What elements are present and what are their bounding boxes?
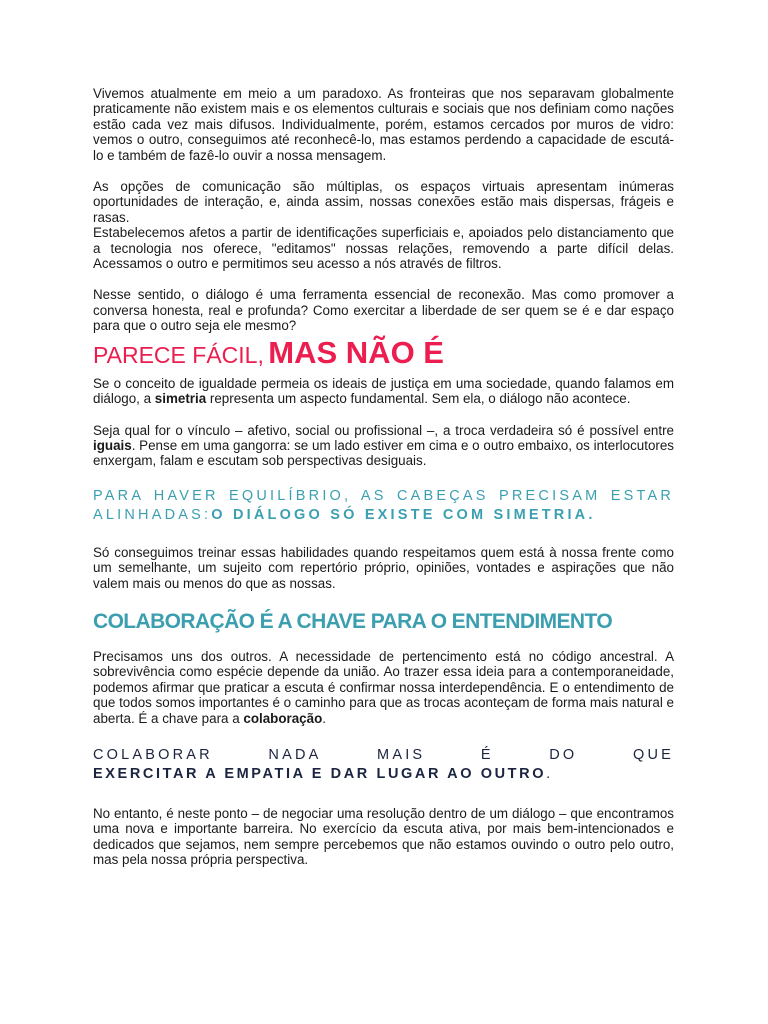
paragraph-need-each-other-text-b: . [322,710,326,726]
paragraph-symmetry [93,376,674,407]
quote-word: MAIS [377,746,426,763]
pull-quote-collaborate-end: . [546,765,554,782]
pull-quote-balance-bold: O DIÁLOGO SÓ EXISTE COM SIMETRIA. [211,506,596,523]
pull-quote-collaborate-bold: EXERCITAR A EMPATIA E DAR LUGAR AO OUTRO [93,765,547,782]
paragraph-symmetry-bold: simetria [154,391,207,407]
paragraph-need-each-other-text-a: Precisamos uns dos outros. A necessidade de pertencimento está no código ancestral. A sobrevivência como espécie depende da união. Ao trazer essa ideia para a contemporaneidade, podemos afirmar que praticar a escuta é confirmar nossa interdependência. E o entendimento de que todos somos importantes é o caminho para que as trocas aconteçam de forma mais natural e aberta. É a chave para a [93,648,674,726]
quote-word: É [480,746,494,763]
paragraph-symmetry-text-b: representa um aspecto fundamental. Sem ela, o diálogo não acontece. [206,391,631,407]
paragraph-paradox: Vivemos atualmente em meio a um paradoxo. As fronteiras que nos separavam globalmente praticamente não existem mais e os elementos culturais e sociais que nos definiam como nações estão cada vez mais difusos. Individualmente, porém, estamos cercados por muros de vidro: vemos o outro, conseguimos até reconhecê-lo, mas estamos perdendo a capacidade de escutá-lo e também de fazê-lo ouvir a nossa mensagem. [93,86,674,163]
paragraph-dialogue-reconnection: Nesse sentido, o diálogo é uma ferramenta essencial de reconexão. Mas como promover a conversa honesta, real e profunda? Como exercitar a liberdade de ser quem se é e dar espaço para que o outro seja ele mesmo? [93,287,674,334]
heading-red-bold: MAS NÃO É [268,334,444,370]
paragraph-symmetry-text-a: Se o conceito de igualdade permeia os ideais de justiça em uma sociedade, quando falamos em diálogo, a [93,375,674,407]
paragraph-equals-text-b: . Pense em uma gangorra: se um lado estiver em cima e o outro embaixo, os interlocutores enxergam, falam e escutam sob perspectivas desiguais. [93,437,674,469]
quote-word: DO [549,746,578,763]
heading-red-light: PARECE FÁCIL, [93,341,264,368]
pull-quote-balance [93,487,674,525]
pull-quote-collaborate-line2 [93,765,674,784]
paragraph-need-each-other [93,649,674,726]
paragraph-communication-options: As opções de comunicação são múltiplas, os espaços virtuais apresentam inúmeras oportunidades de interação, e, ainda assim, nossas conexões estão mais dispersas, frágeis e rasas. [93,179,674,225]
paragraph-equals-bold: iguais [93,437,132,453]
paragraph-superficial-affections: Estabelecemos afetos a partir de identificações superficiais e, apoiados pelo distanciamento que a tecnologia nos oferece, "editamos" nossas relações, removendo a parte difícil delas. Acessamos o outro e permitimos seu acesso a nós através de filtros. [93,225,674,272]
quote-word: NADA [268,746,322,763]
paragraph-need-each-other-bold: colaboração [243,710,323,726]
pull-quote-collaborate-line1 [93,746,674,765]
heading-parece-facil [93,334,674,374]
quote-word: QUE [632,746,674,763]
paragraph-equals [93,423,674,469]
paragraph-train-skills: Só conseguimos treinar essas habilidades quando respeitamos quem está à nossa frente como um semelhante, um sujeito com repertório próprio, opiniões, vontades e aspirações que não valem mais ou menos do que as nossas. [93,544,674,591]
pull-quote-balance-light: PARA HAVER EQUILÍBRIO, AS CABEÇAS PRECISAM ESTAR ALINHADAS: [93,487,674,523]
quote-word: COLABORAR [93,746,213,763]
pull-quote-collaborate [93,746,674,784]
paragraph-equals-text-a: Seja qual for o vínculo – afetivo, social ou profissional –, a troca verdadeira só é possível entre [93,422,674,438]
heading-colaboracao: COLABORAÇÃO É A CHAVE PARA O ENTENDIMENTO [93,609,613,633]
paragraph-new-barrier: No entanto, é neste ponto – de negociar uma resolução dentro de um diálogo – que encontramos uma nova e importante barreira. No exercício da escuta ativa, por mais bem-intencionados e dedicados que sejamos, nem sempre percebemos que não estamos ouvindo o outro pelo outro, mas pela nossa própria perspectiva. [93,805,674,868]
